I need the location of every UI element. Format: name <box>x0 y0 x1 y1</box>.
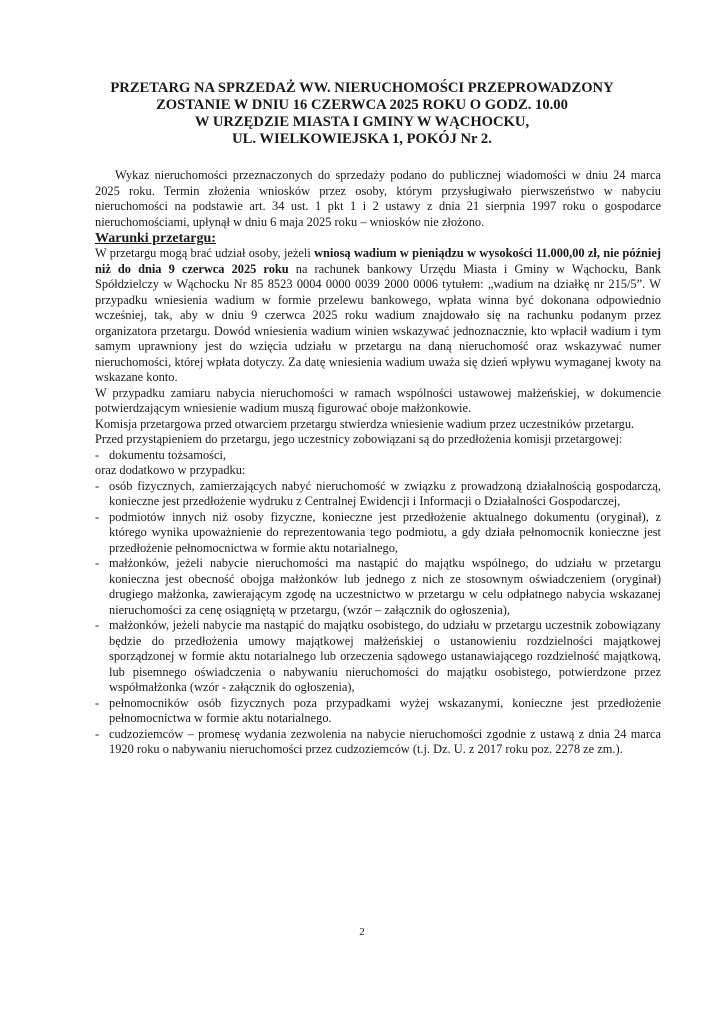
list-item <box>95 510 661 557</box>
document-body <box>95 168 661 758</box>
spouses-deposit-paragraph: W przypadku zamiaru nabycia nieruchomości w ramach wspólności ustawowej małżeńskiej, w dokumencie potwierdzającym wniesienie wadium muszą figurować oboje małżonkowie. <box>95 385 661 415</box>
auction-heading <box>80 80 644 148</box>
dash-marker: - <box>95 726 100 741</box>
documents-intro-paragraph: Przed przystąpieniem do przetargu, jego uczestnicy zobowiązani są do przedłożenia komisji przetargowej: <box>95 432 623 446</box>
deposit-text-end: na rachunek bankowy Urzędu Miasta i Gminy w Wąchocku, Bank Spółdzielczy w Wąchocku Nr 85 8523 0004 0000 0039 2000 0006 tytułem: „wadium na działkę nr 215/5”. W przypadku wniesienia wadium w formie przelewu bankowego, wpłata winna być dokonana odpowiednio wcześniej, tak, aby w dniu 9 czerwca 2025 roku wadium znajdowało się na rachunku podanym przez organizatora przetargu. Dowód wniesienia wadium winien wskazywać jednoznacznie, kto wpłacił wadium i tym samym uprawniony jest do wzięcia udziału w przetargu na daną nieruchomość oraz wskazywać numer nieruchomości, której wpłata dotyczy. Za datę wniesienia wadium uważa się dzień wpływu wymaganej kwoty na wskazane konto. <box>95 261 661 384</box>
deposit-amount-deadline: wniosą wadium w pieniądzu w wysokości 11.000,00 zł, nie później niż do dnia 9 czerwca 2025 roku <box>95 246 661 276</box>
deposit-text-start: W przetargu mogą brać udział osoby, jeżeli <box>95 246 315 260</box>
heading-line: W URZĘDZIE MIASTA I GMINY W WĄCHOCKU, <box>194 114 530 130</box>
dash-marker: - <box>95 556 100 570</box>
list-item <box>95 618 661 696</box>
list-item-text: osób fizycznych, zamierzających nabyć nieruchomość w związku z prowadzoną działalnością gospodarczą, konieczne jest przedłożenie wydruku z Centralnej Ewidencji i Informacji o Działalności Gospodarczej, <box>109 478 661 508</box>
conditions-title: Warunki przetargu: <box>95 231 216 246</box>
list-item <box>95 696 661 727</box>
dash-marker: - <box>95 509 100 524</box>
dash-marker: - <box>95 447 100 462</box>
dash-marker: - <box>95 695 100 710</box>
commission-paragraph: Komisja przetargowa przed otwarciem przetargu stwierdza wniesienie wadium przez uczestników przetargu. <box>95 416 635 431</box>
list-item <box>95 448 661 464</box>
list-item-text: pełnomocników osób fizycznych poza przypadkami wyżej wskazanymi, konieczne jest przedłożenie pełnomocnictwa w formie aktu notarialnego. <box>109 695 661 725</box>
list-item-text: cudzoziemców – promesę wydania zezwolenia na nabycie nieruchomości zgodnie z ustawą z dnia 24 marca 1920 roku o nabywaniu nieruchomości przez cudzoziemców (t.j. Dz. U. z 2017 roku poz. 2278 ze zm.). <box>109 726 661 756</box>
list-item <box>95 479 661 510</box>
required-documents-list <box>95 479 661 758</box>
heading-line: ZOSTANIE W DNIU 16 CZERWCA 2025 ROKU O GODZ. 10.00 <box>156 97 568 113</box>
heading-line: PRZETARG NA SPRZEDAŻ WW. NIERUCHOMOŚCI PRZEPROWADZONY <box>110 80 614 96</box>
dash-marker: - <box>95 618 100 632</box>
intro-paragraph: Wykaz nieruchomości przeznaczonych do sprzedaży podano do publicznej wiadomości w dniu 24 marca 2025 roku. Termin złożenia wniosków przez osoby, którym przysługiwało pierwszeństwo w nabyciu nieruchomości na podstawie art. 34 ust. 1 pkt 1 i 2 ustawy z dnia 21 sierpnia 1997 roku o gospodarce nieruchomościami, upłynął w dniu 6 maja 2025 roku – wniosków nie złożono. <box>95 168 661 229</box>
page-number: 2 <box>359 926 365 938</box>
list-item-text: małżonków, jeżeli nabycie nieruchomości ma nastąpić do majątku wspólnego, do udziału w przetargu konieczna jest obecność obojga małżonków lub jednego z nich ze stosownym oświadczeniem (oryginał) drugiego małżonka, zawierającym zgodę na uczestnictwo w przetargu w celu odpłatnego nabycia wskazanej nieruchomości za cenę osiągniętą w przetargu, (wzór – załącznik do ogłoszenia), <box>109 556 661 617</box>
list-item-text: dokumentu tożsamości, <box>109 447 227 462</box>
identity-document-list <box>95 448 661 464</box>
list-item <box>95 727 661 758</box>
list-item-text: podmiotów innych niż osoby fizyczne, konieczne jest przedłożenie aktualnego dokumentu (oryginał), z którego wynika upoważnienie do reprezentowania tego podmiotu, a gdy działa pełnomocnik konieczne jest przedłożenie pełnomocnictwa w formie aktu notarialnego, <box>109 509 661 555</box>
heading-line: UL. WIELKOWIEJSKA 1, POKÓJ Nr 2. <box>232 131 492 147</box>
deposit-paragraph <box>95 246 661 386</box>
additionally-label: oraz dodatkowo w przypadku: <box>95 463 246 477</box>
dash-marker: - <box>95 478 100 493</box>
list-item <box>95 556 661 618</box>
list-item-text: małżonków, jeżeli nabycie ma nastąpić do majątku osobistego, do udziału w przetargu uczestnik zobowiązany będzie do przedłożenia umowy majątkowej małżeńskiej o ustanowieniu rozdzielności majątkowej sporządzonej w formie aktu notarialnego lub orzeczenia sądowego ustanawiającego rozdzielność majątkową, lub pisemnego oświadczenia o nabywaniu nieruchomości do majątku osobistego, potwierdzone przez współmałżonka (wzór - załącznik do ogłoszenia), <box>109 618 661 694</box>
